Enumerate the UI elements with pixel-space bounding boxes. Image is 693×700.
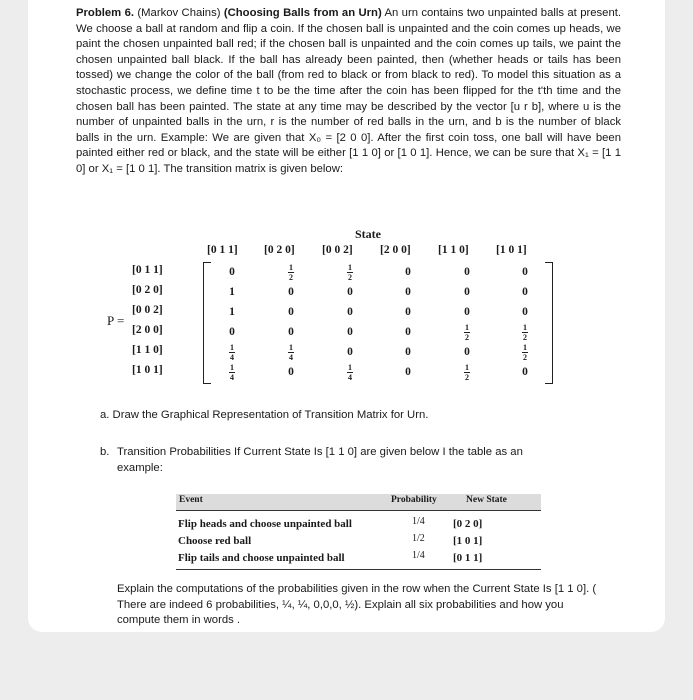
- question-b: [100, 445, 570, 476]
- matrix-cell: [511, 323, 539, 341]
- matrix-cell: 0: [405, 306, 411, 318]
- matrix-p-label: P =: [107, 313, 125, 328]
- table-header-event: Event: [179, 495, 203, 505]
- problem-title: (Choosing Balls from an Urn): [223, 7, 382, 19]
- matrix-left-bracket: [203, 262, 211, 384]
- matrix-row-header: [0 0 2]: [132, 304, 163, 316]
- matrix-col-header: [0 2 0]: [264, 244, 295, 256]
- table-row-state: [1 0 1]: [453, 535, 483, 547]
- table-row-prob: 1/4: [412, 516, 425, 527]
- matrix-cell: [336, 363, 364, 381]
- matrix-cell: [511, 343, 539, 361]
- fraction: $\frac{1}{2}$: [465, 322, 469, 342]
- matrix-cell: 0: [522, 306, 528, 318]
- matrix-cell: 0: [347, 306, 353, 318]
- fraction: $\frac{1}{4}$: [289, 342, 293, 362]
- table-row-state: [0 1 1]: [453, 552, 483, 564]
- matrix-col-header: [2 0 0]: [380, 244, 411, 256]
- matrix-cell: [453, 323, 481, 341]
- matrix-cell: [336, 263, 364, 281]
- matrix-cell: 1: [229, 306, 235, 318]
- problem-topic: (Markov Chains): [137, 7, 221, 19]
- table-header-probability: Probability: [391, 495, 437, 505]
- matrix-row-header: [1 0 1]: [132, 364, 163, 376]
- matrix-cell: 0: [405, 326, 411, 338]
- matrix-cell: 0: [405, 346, 411, 358]
- fraction: $\frac{1}{2}$: [523, 342, 527, 362]
- matrix-col-header: [0 1 1]: [207, 244, 238, 256]
- matrix-cell: [277, 343, 305, 361]
- table-row-prob: 1/4: [412, 550, 425, 561]
- matrix-right-bracket: [545, 262, 553, 384]
- matrix-cell: [277, 263, 305, 281]
- fraction: $\frac{1}{2}$: [289, 262, 293, 282]
- matrix-col-header: [1 1 0]: [438, 244, 469, 256]
- matrix-cell: 0: [464, 266, 470, 278]
- matrix-cell: 0: [229, 266, 235, 278]
- matrix-cell: 0: [288, 286, 294, 298]
- matrix-cell: 0: [464, 306, 470, 318]
- fraction: $\frac{1}{4}$: [230, 342, 234, 362]
- matrix-cell: 0: [347, 326, 353, 338]
- problem-body: An urn contains two unpainted balls at present. We choose a ball at random and flip a coin. If the chosen ball is unpainted and the coin comes up heads, we paint the chosen unpainted ball red; if the chosen ball is unpainted and the coin comes up tails, we paint the chosen unpainted ball black. If the ball has already been painted, then (whether heads or tails has been tossed) we change the color of the ball (from red to black or from black to red). To model this situation as a stochastic process, we define time t to be the time after the coin has been flipped for the t'th time and the chosen ball has been painted. The state at any time may be described by the vector [u r b], where u is the number of unpainted balls in the urn, r is the number of red balls in the urn, and b is the number of black balls in the urn. Example: We are given that X₀ = [2 0 0]. After the first coin toss, one ball will have been painted either red or black, and the state will be either [1 1 0] or [1 0 1]. Hence, we can be sure that X₁ = [1 1 0] or X₁ = [1 0 1]. The transition matrix is given below:: [76, 7, 622, 175]
- matrix-cell: [218, 363, 246, 381]
- matrix-cell: 0: [229, 326, 235, 338]
- table-row-event: Flip tails and choose unpainted ball: [178, 552, 345, 564]
- matrix-row-header: [0 2 0]: [132, 284, 163, 296]
- matrix-cell: 0: [405, 266, 411, 278]
- question-a: a. Draw the Graphical Representation of Transition Matrix for Urn.: [100, 409, 429, 421]
- matrix-cell: [453, 363, 481, 381]
- matrix-cell: 0: [288, 326, 294, 338]
- matrix-cell: [218, 343, 246, 361]
- fraction: $\frac{1}{2}$: [523, 322, 527, 342]
- matrix-cell: 0: [464, 346, 470, 358]
- state-label: State: [355, 227, 381, 241]
- table-row-event: Choose red ball: [178, 535, 252, 547]
- table-header-new-state: New State: [466, 495, 507, 505]
- matrix-cell: 0: [347, 286, 353, 298]
- fraction: $\frac{1}{4}$: [348, 362, 352, 382]
- matrix-cell: 0: [522, 286, 528, 298]
- matrix-cell: 0: [522, 366, 528, 378]
- explain-text: Explain the computations of the probabilities given in the row when the Current State Is [1 1 0]. ( There are indeed 6 probabilities, ¼, ¼, 0,0,0, ½). Explain all six probabilities and how you compute them in words .: [117, 583, 597, 627]
- matrix-cell: 0: [288, 306, 294, 318]
- table-row-event: Flip heads and choose unpainted ball: [178, 518, 352, 530]
- matrix-col-header: [0 0 2]: [322, 244, 353, 256]
- matrix-cell: 0: [347, 346, 353, 358]
- matrix-row-header: [0 1 1]: [132, 264, 163, 276]
- matrix-col-header: [1 0 1]: [496, 244, 527, 256]
- matrix-row-header: [1 1 0]: [132, 344, 163, 356]
- matrix-cell: 0: [288, 366, 294, 378]
- problem-number: Problem 6.: [76, 7, 134, 19]
- problem-text: [76, 6, 621, 178]
- question-b-label: b.: [100, 446, 110, 458]
- matrix-cell: 0: [405, 366, 411, 378]
- matrix-cell: 0: [464, 286, 470, 298]
- table-row-prob: 1/2: [412, 533, 425, 544]
- matrix-cell: 1: [229, 286, 235, 298]
- transition-table: [176, 494, 541, 571]
- matrix-cell: 0: [522, 266, 528, 278]
- matrix-row-header: [2 0 0]: [132, 324, 163, 336]
- question-b-text: Transition Probabilities If Current State Is [1 1 0] are given below I the table as an example:: [117, 446, 523, 474]
- table-rule: [176, 569, 541, 570]
- fraction: $\frac{1}{4}$: [230, 362, 234, 382]
- fraction: $\frac{1}{2}$: [465, 362, 469, 382]
- matrix-cell: 0: [405, 286, 411, 298]
- table-rule: [176, 510, 541, 511]
- table-row-state: [0 2 0]: [453, 518, 483, 530]
- fraction: $\frac{1}{2}$: [348, 262, 352, 282]
